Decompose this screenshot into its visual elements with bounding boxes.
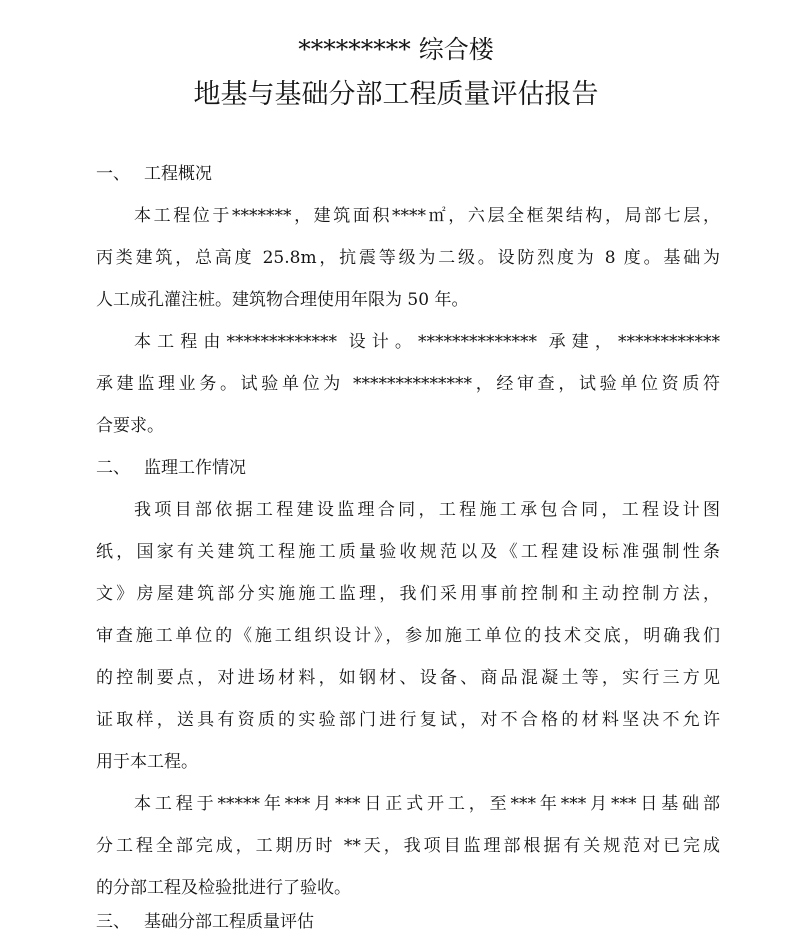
paragraph-line: 分工程全部完成，工期历时 **天，我项目监理部根据有关规范对已完成 <box>96 836 720 856</box>
section-heading-1 <box>96 162 212 186</box>
paragraph-line: 合要求。 <box>96 416 164 436</box>
paragraph-line: 本工程于*****年***月***日正式开工，至***年***月***日基础部 <box>134 794 720 814</box>
section-title: 监理工作情况 <box>144 458 246 478</box>
paragraph-line: 本工程位于*******，建筑面积****㎡，六层全框架结构，局部七层， <box>134 206 720 226</box>
paragraph-line: 文》房屋建筑部分实施施工监理，我们采用事前控制和主动控制方法， <box>96 584 720 604</box>
paragraph-line: 的分部工程及检验批进行了验收。 <box>96 878 351 898</box>
section-heading-3 <box>96 910 314 934</box>
section-number: 三、 <box>96 912 130 932</box>
section-number: 一、 <box>96 164 130 184</box>
document-title-report: 地基与基础分部工程质量评估报告 <box>193 79 599 110</box>
paragraph-line: 的控制要点，对进场材料，如钢材、设备、商品混凝土等，实行三方见 <box>96 668 720 688</box>
section-title: 工程概况 <box>144 164 212 184</box>
paragraph-line: 我项目部依据工程建设监理合同，工程施工承包合同，工程设计图 <box>134 500 720 520</box>
paragraph-line: 审查施工单位的《施工组织设计》，参加施工单位的技术交底，明确我们 <box>96 626 720 646</box>
paragraph-line: 本工程由************* 设计。************** 承建，************ <box>134 332 720 352</box>
section-title: 基础分部工程质量评估 <box>144 912 314 932</box>
paragraph-line: 用于本工程。 <box>96 752 198 772</box>
paragraph-line: 人工成孔灌注桩。建筑物合理使用年限为 50 年。 <box>96 290 469 310</box>
paragraph-line: 纸，国家有关建筑工程施工质量验收规范以及《工程建设标准强制性条 <box>96 542 720 562</box>
section-number: 二、 <box>96 458 130 478</box>
section-heading-2 <box>96 456 246 480</box>
paragraph-line: 证取样，送具有资质的实验部门进行复试，对不合格的材料坚决不允许 <box>96 710 720 730</box>
paragraph-line: 承建监理业务。试验单位为 **************，经审查，试验单位资质符 <box>96 374 720 394</box>
paragraph-line: 丙类建筑，总高度 25.8m，抗震等级为二级。设防烈度为 8 度。基础为 <box>96 248 720 268</box>
document-title-building: ********* 综合楼 <box>298 35 494 64</box>
